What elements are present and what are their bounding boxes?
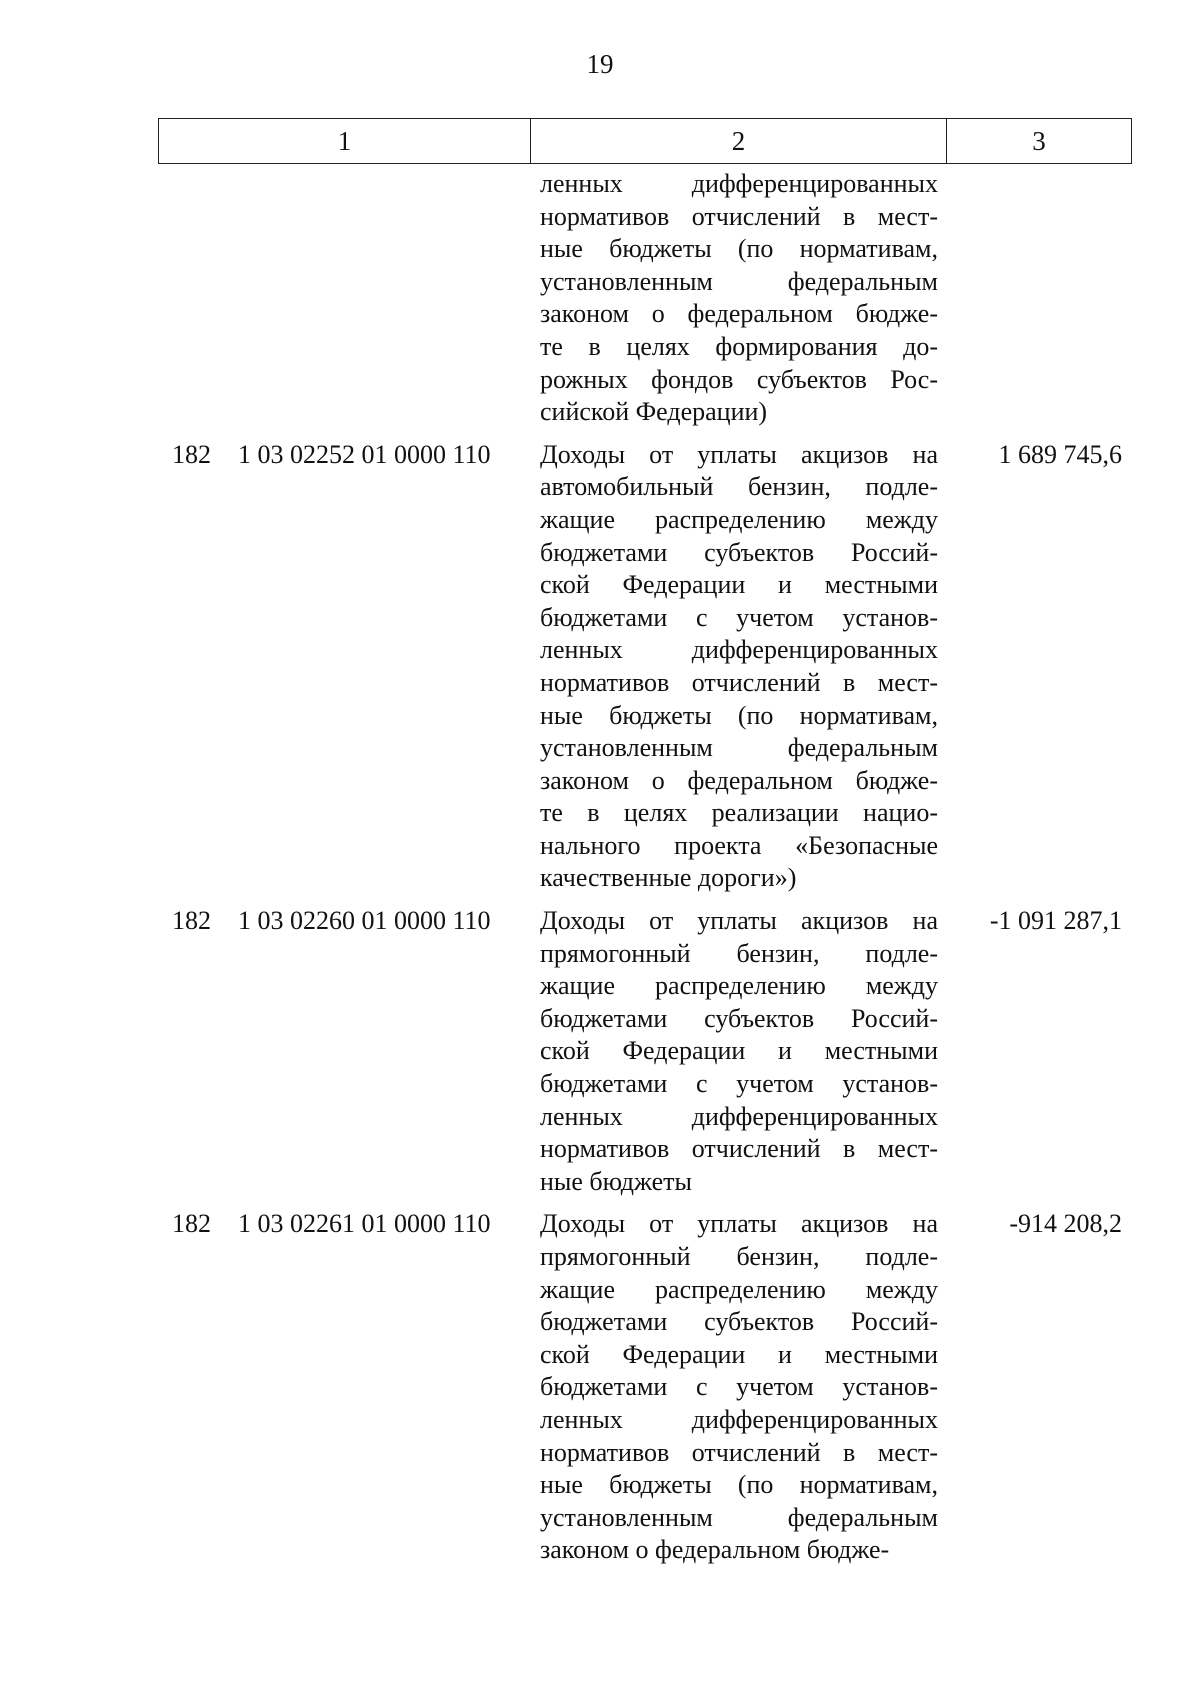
description-line: автомобильный бензин, подле- xyxy=(540,472,938,502)
admin-code-cell: 182 xyxy=(172,906,211,936)
description-line: прямогонный бензин, подле- xyxy=(540,938,938,968)
table-header xyxy=(158,118,1132,164)
description-line: рожных фондов субъектов Рос- xyxy=(540,364,938,394)
description-line: установленным федеральным xyxy=(540,1502,938,1532)
header-cell-3: 3 xyxy=(1032,125,1046,156)
table-row xyxy=(158,1208,1132,1567)
table-row xyxy=(158,905,1132,1198)
description-line: нормативов отчислений в мест- xyxy=(540,201,938,231)
page-number: 19 xyxy=(586,49,614,79)
description-line: нормативов отчислений в мест- xyxy=(540,667,938,697)
amount-cell: -914 208,2 xyxy=(1009,1209,1122,1239)
description-line: установленным федеральным xyxy=(540,733,938,763)
description-line: ской Федерации и местными xyxy=(540,1339,938,1369)
description-line: ленных дифференцированных xyxy=(540,1101,938,1131)
description-cell xyxy=(530,905,946,1198)
description-line: ленных дифференцированных xyxy=(540,635,938,665)
description-line: те в целях реализации нацио- xyxy=(540,798,938,828)
description-cell xyxy=(530,439,946,895)
description-line: нормативов отчислений в мест- xyxy=(540,1437,938,1467)
description-line: законом о федеральном бюдже- xyxy=(540,299,938,329)
admin-code-cell: 182 xyxy=(172,1209,211,1239)
admin-code-cell: 182 xyxy=(172,439,211,469)
table-body xyxy=(158,168,1132,1577)
description-line: установленным федеральным xyxy=(540,266,938,296)
description-line: бюджетами субъектов Россий- xyxy=(540,537,938,567)
description-line: жащие распределению между xyxy=(540,971,938,1001)
description-line: те в целях формирования до- xyxy=(540,331,938,361)
amount-cell: -1 091 287,1 xyxy=(989,906,1122,936)
description-line: Доходы от уплаты акцизов на xyxy=(540,1209,938,1239)
description-line: нормативов отчислений в мест- xyxy=(540,1134,938,1164)
description-line: бюджетами с учетом установ- xyxy=(540,1372,938,1402)
description-line: бюджетами субъектов Россий- xyxy=(540,1307,938,1337)
table-row xyxy=(158,439,1132,895)
description-cell xyxy=(530,168,946,429)
amount-cell: 1 689 745,6 xyxy=(998,439,1122,469)
description-line: законом о федеральном бюдже- xyxy=(540,1535,890,1565)
description-line: Доходы от уплаты акцизов на xyxy=(540,439,938,469)
description-line: ные бюджеты (по нормативам, xyxy=(540,700,938,730)
budget-code-cell: 1 03 02261 01 0000 110 xyxy=(238,1209,491,1239)
budget-code-cell: 1 03 02260 01 0000 110 xyxy=(238,906,491,936)
description-line: прямогонный бензин, подле- xyxy=(540,1242,938,1271)
description-line: ленных дифференцированных xyxy=(540,169,938,198)
description-line: бюджетами субъектов Россий- xyxy=(540,1003,938,1033)
description-line: законом о федеральном бюдже- xyxy=(540,765,938,795)
description-line: нального проекта «Безопасные xyxy=(540,830,938,860)
description-line: ленных дифференцированных xyxy=(540,1404,938,1434)
description-line: ные бюджеты xyxy=(540,1166,692,1196)
description-line: бюджетами с учетом установ- xyxy=(540,1069,938,1099)
description-line: ные бюджеты (по нормативам, xyxy=(540,234,938,264)
description-line: ской Федерации и местными xyxy=(540,570,938,600)
table-row xyxy=(158,168,1132,429)
description-line: ные бюджеты (по нормативам, xyxy=(540,1470,938,1500)
description-line: бюджетами с учетом установ- xyxy=(540,602,938,632)
description-line: качественные дороги») xyxy=(540,863,797,893)
description-line: сийской Федерации) xyxy=(540,397,768,427)
header-cell-1: 1 xyxy=(159,119,531,163)
description-line: Доходы от уплаты акцизов на xyxy=(540,906,938,936)
header-cell-2: 2 xyxy=(531,119,947,163)
description-cell xyxy=(530,1208,946,1567)
description-line: ской Федерации и местными xyxy=(540,1036,938,1066)
description-line: жащие распределению между xyxy=(540,1274,938,1304)
budget-code-cell: 1 03 02252 01 0000 110 xyxy=(238,439,491,469)
description-line: жащие распределению между xyxy=(540,504,938,534)
